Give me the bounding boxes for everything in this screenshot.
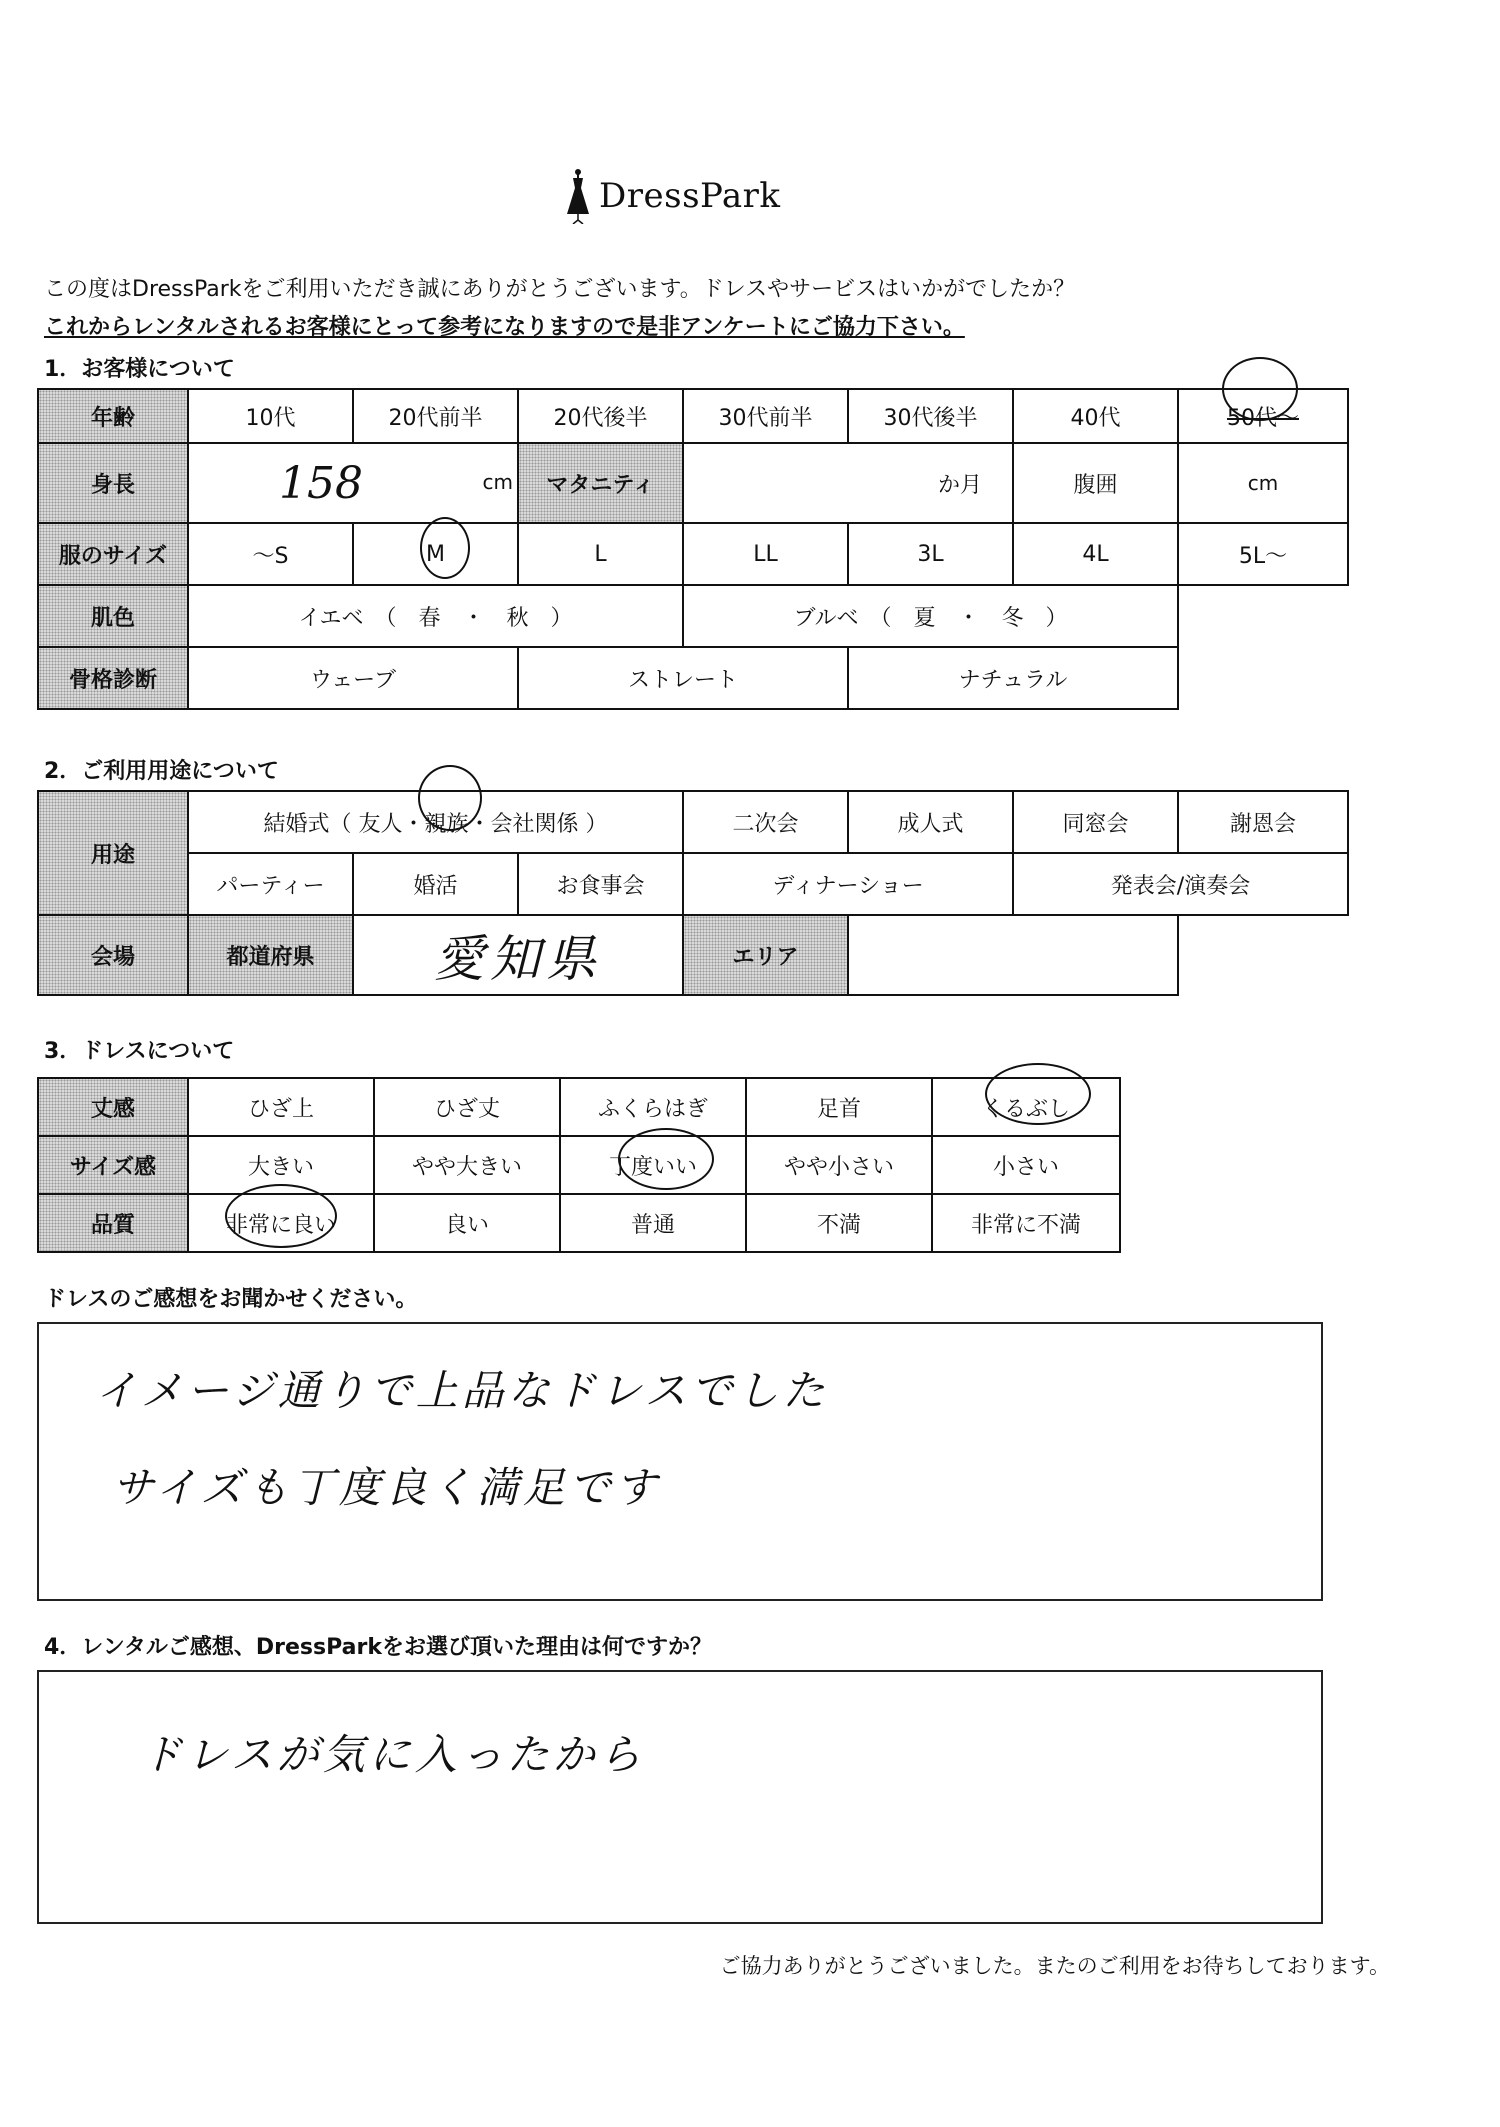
footer-thanks: ご協力ありがとうございました。またのご利用をお待ちしております。 [719,1954,1390,1978]
age-option-selected[interactable]: 50代～ [1178,389,1348,443]
height-cell[interactable] [188,443,518,523]
fit-option[interactable]: やや大きい [374,1136,560,1194]
size-option-selected[interactable]: M [353,523,518,585]
dress-comment-line2: サイズも丁度良く満足です [112,1463,661,1512]
length-option[interactable]: ふくらはぎ [560,1078,746,1136]
brand-name: DressPark [599,176,781,216]
brand-logo [565,168,781,224]
skin-label: 肌色 [38,585,188,647]
venue-label: 会場 [38,915,188,995]
prefecture-value[interactable]: 愛知県 [353,915,683,995]
age-option[interactable]: 30代前半 [683,389,848,443]
purpose-option[interactable]: ディナーショー [683,853,1013,915]
body-type-option[interactable]: ウェーブ [188,647,518,709]
fit-option[interactable]: 大きい [188,1136,374,1194]
months-unit: か月 [937,472,982,498]
age-label: 年齢 [38,389,188,443]
reason-answer-box[interactable] [37,1670,1323,1924]
section2-title: 2．ご利用用途について [44,759,279,784]
dress-table [37,1077,1121,1253]
length-selection-circle [985,1063,1091,1125]
quality-selection-circle [225,1184,337,1248]
purpose-option[interactable]: 成人式 [848,791,1013,853]
purpose-option[interactable]: 婚活 [353,853,518,915]
comment-prompt: ドレスのご感想をお聞かせください。 [44,1287,418,1312]
age-selection-circle [1222,357,1298,421]
maternity-label: マタニティ [518,443,683,523]
section4-title: 4．レンタルご感想、DressParkをお選び頂いた理由は何ですか？ [44,1635,712,1660]
quality-option[interactable]: 不満 [746,1194,932,1252]
area-label: エリア [683,915,848,995]
section1-title: 1．お客様について [44,357,235,382]
height-label: 身長 [38,443,188,523]
maternity-months[interactable] [683,443,1013,523]
size-option[interactable]: 5L～ [1178,523,1348,585]
length-option-selected[interactable]: くるぶし [932,1078,1120,1136]
size-option[interactable]: L [518,523,683,585]
prefecture-label: 都道府県 [188,915,353,995]
purpose-option[interactable]: パーティー [188,853,353,915]
fit-option[interactable]: やや小さい [746,1136,932,1194]
purpose-option[interactable]: お食事会 [518,853,683,915]
waist-unit: cm [1247,470,1279,495]
quality-label: 品質 [38,1194,188,1252]
intro-request: これからレンタルされるお客様にとって参考になりますので是非アンケートにご協力下さい。 [44,315,965,340]
dress-icon [565,168,591,224]
section3-title: 3．ドレスについて [44,1039,235,1064]
intro-text: この度はDressParkをご利用いただき誠にありがとうございます。ドレスやサービスはいかがでしたか？ [44,277,1076,302]
reason-answer: ドレスが気に入ったから [140,1730,645,1779]
purpose-option[interactable]: 二次会 [683,791,848,853]
body-type-label: 骨格診断 [38,647,188,709]
length-label: 丈感 [38,1078,188,1136]
purpose-option[interactable]: 同窓会 [1013,791,1178,853]
quality-option[interactable]: 普通 [560,1194,746,1252]
purpose-selection-circle [418,765,482,831]
quality-option[interactable]: 良い [374,1194,560,1252]
waist-cell[interactable] [1178,443,1348,523]
purpose-table [37,790,1349,996]
age-option[interactable]: 30代後半 [848,389,1013,443]
dress-comment-line1: イメージ通りで上品なドレスでした [95,1366,829,1415]
customer-table [37,388,1349,710]
purpose-option[interactable]: 発表会/演奏会 [1013,853,1348,915]
fit-option-selected[interactable]: 丁度いい [560,1136,746,1194]
fit-label: サイズ感 [38,1136,188,1194]
skin-yellow-base[interactable]: イエベ （ 春 ・ 秋 ） [188,585,683,647]
height-value: 158 [279,458,363,509]
size-option[interactable]: LL [683,523,848,585]
purpose-option[interactable]: 謝恩会 [1178,791,1348,853]
length-option[interactable]: 足首 [746,1078,932,1136]
age-option[interactable]: 20代後半 [518,389,683,443]
skin-blue-base[interactable]: ブルベ （ 夏 ・ 冬 ） [683,585,1178,647]
size-option[interactable]: ～S [188,523,353,585]
purpose-wedding[interactable]: 結婚式（ 友人・親族・会社関係 ） [188,791,683,853]
height-unit: cm [482,470,513,494]
body-type-option[interactable]: ストレート [518,647,848,709]
size-option[interactable]: 3L [848,523,1013,585]
age-option[interactable]: 10代 [188,389,353,443]
purpose-label: 用途 [38,791,188,915]
quality-option[interactable]: 非常に不満 [932,1194,1120,1252]
age-option[interactable]: 20代前半 [353,389,518,443]
fit-option[interactable]: 小さい [932,1136,1120,1194]
body-type-option[interactable]: ナチュラル [848,647,1178,709]
size-label: 服のサイズ [38,523,188,585]
area-value[interactable] [848,915,1178,995]
age-option[interactable]: 40代 [1013,389,1178,443]
fit-selection-circle [618,1128,714,1190]
quality-option-selected[interactable]: 非常に良い [188,1194,374,1252]
length-option[interactable]: ひざ丈 [374,1078,560,1136]
size-option[interactable]: 4L [1013,523,1178,585]
waist-label: 腹囲 [1013,443,1178,523]
size-selection-circle [420,517,470,579]
length-option[interactable]: ひざ上 [188,1078,374,1136]
